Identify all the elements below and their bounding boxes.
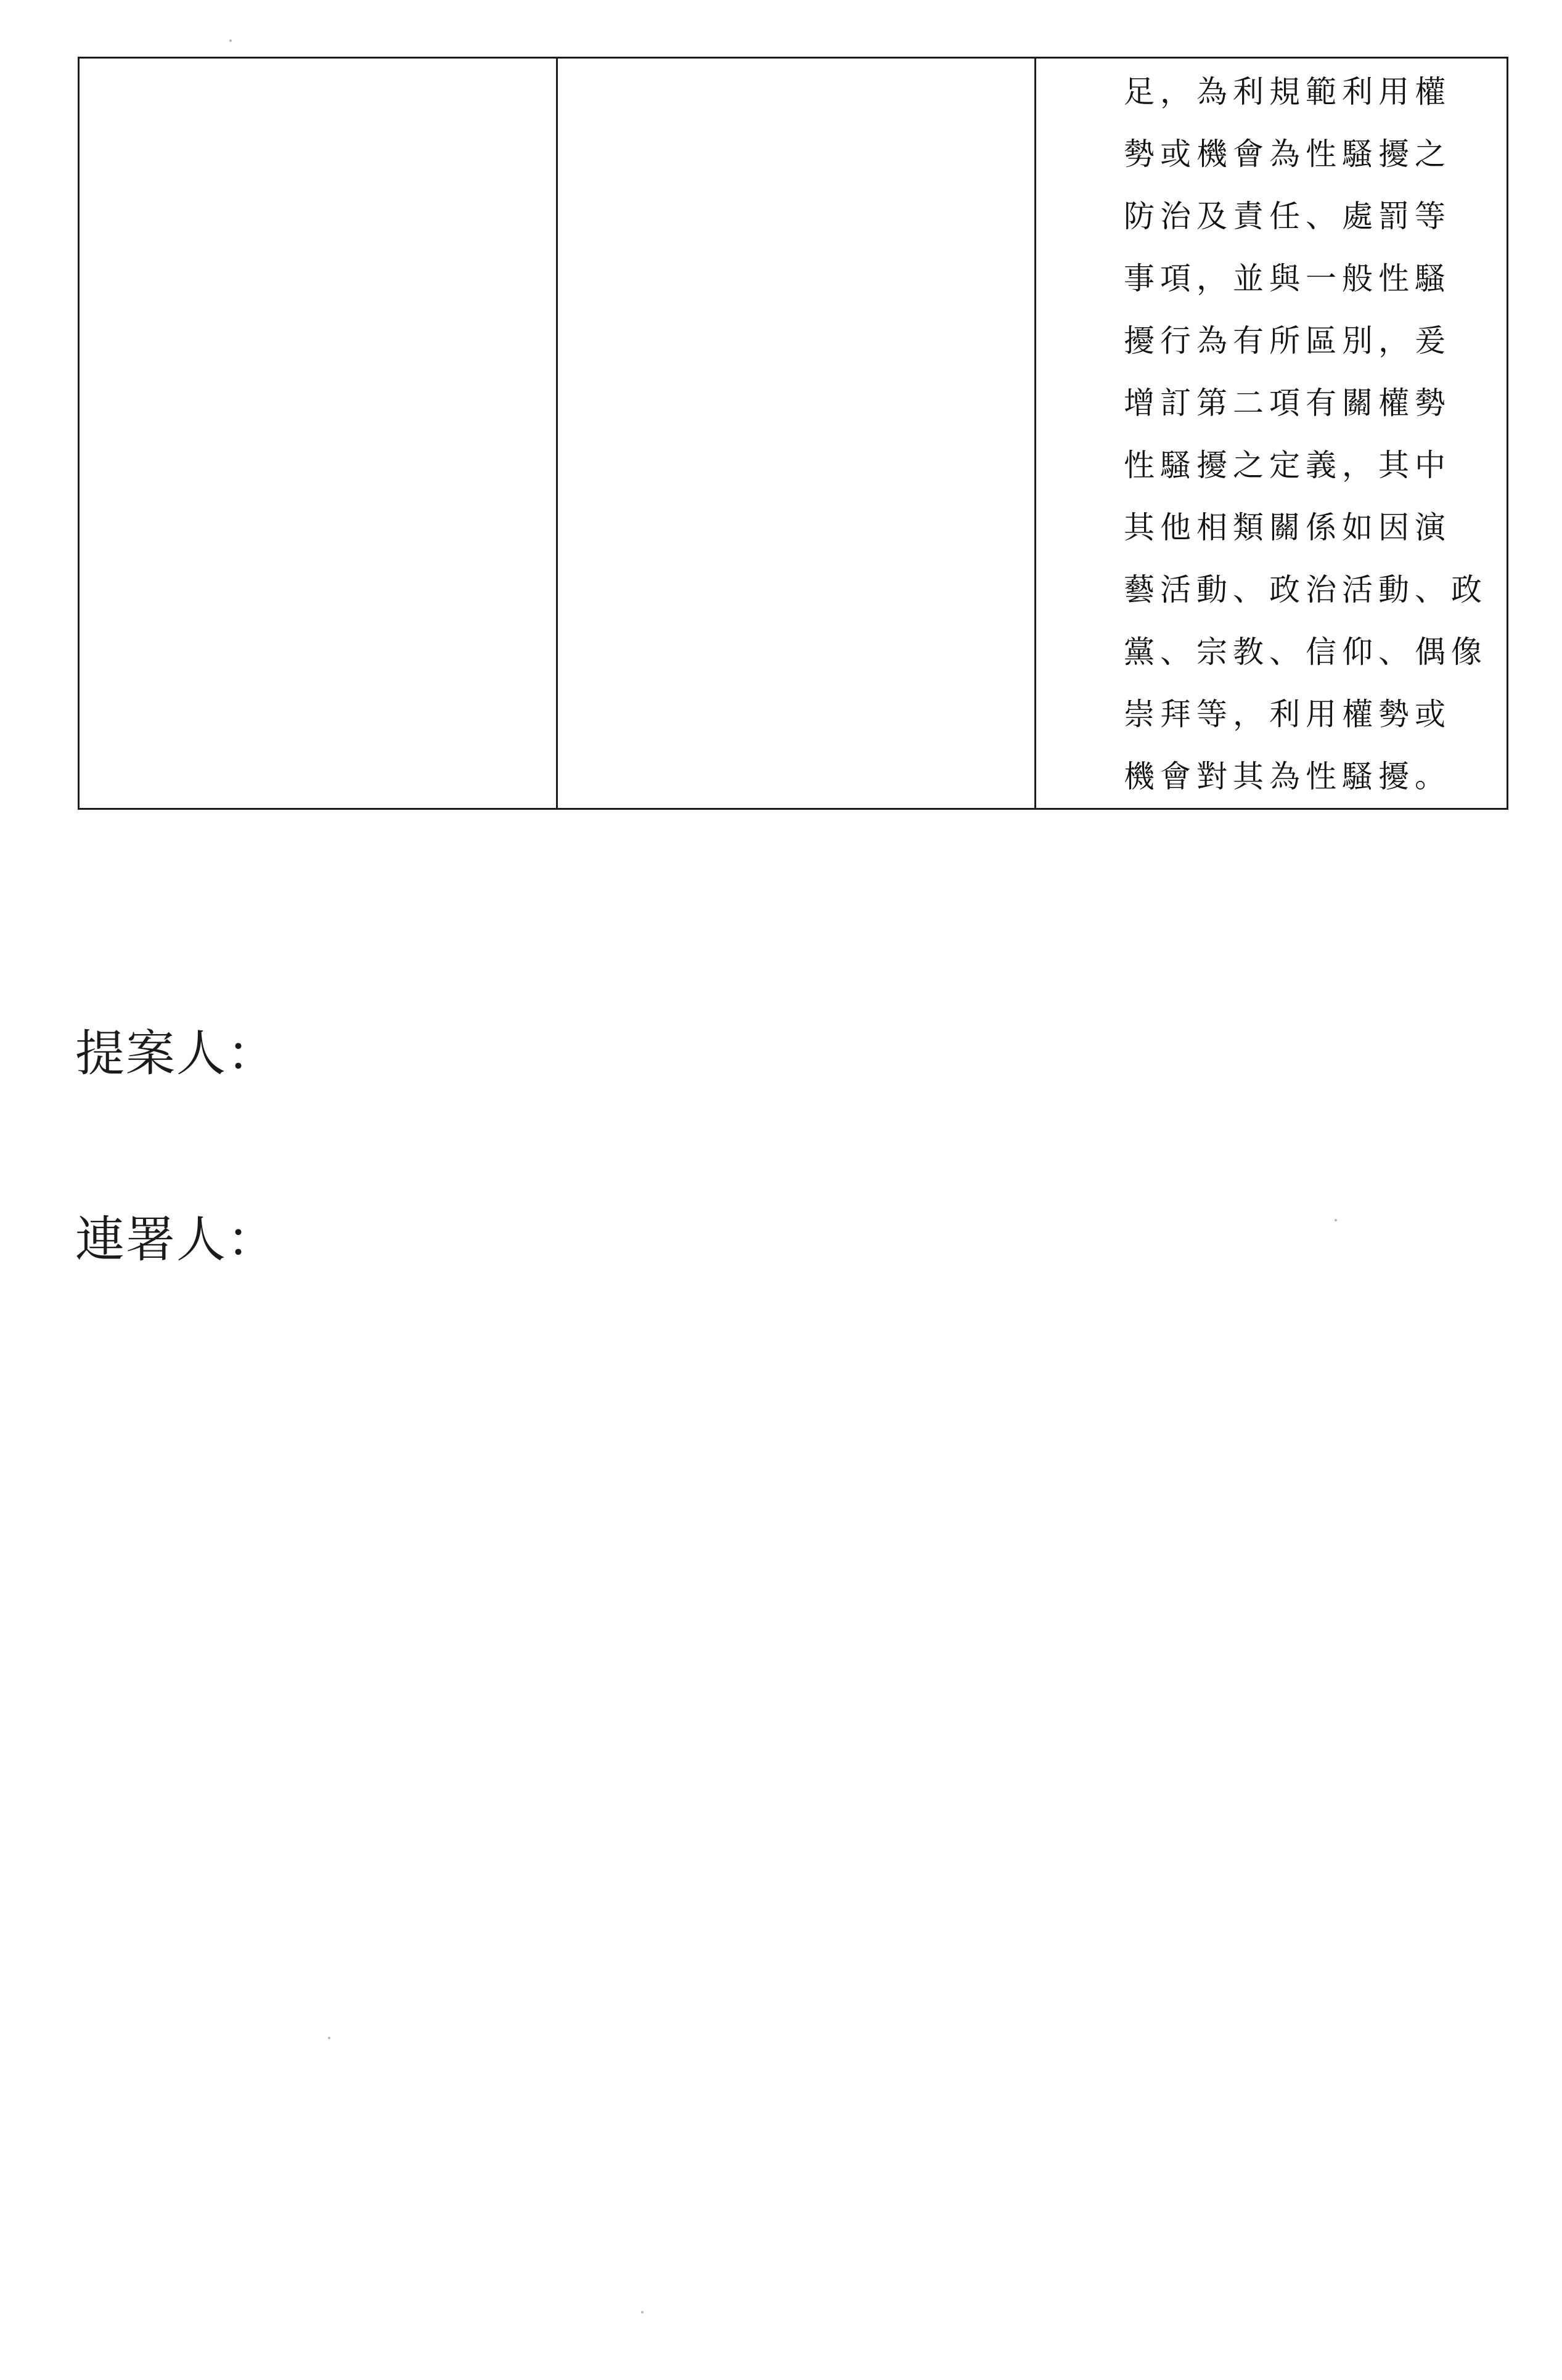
explanation-line: 藝活動、政治活動、政 (1124, 572, 1487, 608)
table-cell-current-text (557, 58, 1036, 809)
scan-speck (641, 2311, 644, 2313)
table-row (79, 58, 1508, 809)
table-cell-amended-text (79, 58, 557, 809)
explanation-line: 增訂第二項有關權勢 (1124, 385, 1451, 421)
comparison-table (78, 57, 1508, 810)
cosigner-label: 連署人： (75, 1211, 277, 1268)
explanation-line: 事項，並與一般性騷 (1124, 261, 1451, 296)
explanation-line: 崇拜等，利用權勢或 (1124, 696, 1451, 732)
scan-speck (229, 39, 232, 42)
explanation-line: 足，為利規範利用權 (1124, 74, 1451, 110)
explanation-line: 勢或機會為性騷擾之 (1124, 136, 1451, 172)
explanation-line: 擾行為有所區別，爰 (1124, 323, 1451, 359)
scan-speck (1335, 1219, 1337, 1221)
explanation-text (1036, 59, 1507, 808)
table-cell-explanation (1036, 58, 1508, 809)
explanation-line: 防治及責任、處罰等 (1124, 198, 1451, 234)
explanation-line: 其他相類關係如因演 (1124, 510, 1451, 545)
explanation-line: 性騷擾之定義，其中 (1124, 447, 1451, 483)
scan-speck (328, 2037, 330, 2039)
explanation-line: 黨、宗教、信仰、偶像 (1124, 634, 1487, 670)
proposer-label: 提案人： (75, 1025, 277, 1082)
explanation-line: 機會對其為性騷擾。 (1124, 759, 1451, 794)
